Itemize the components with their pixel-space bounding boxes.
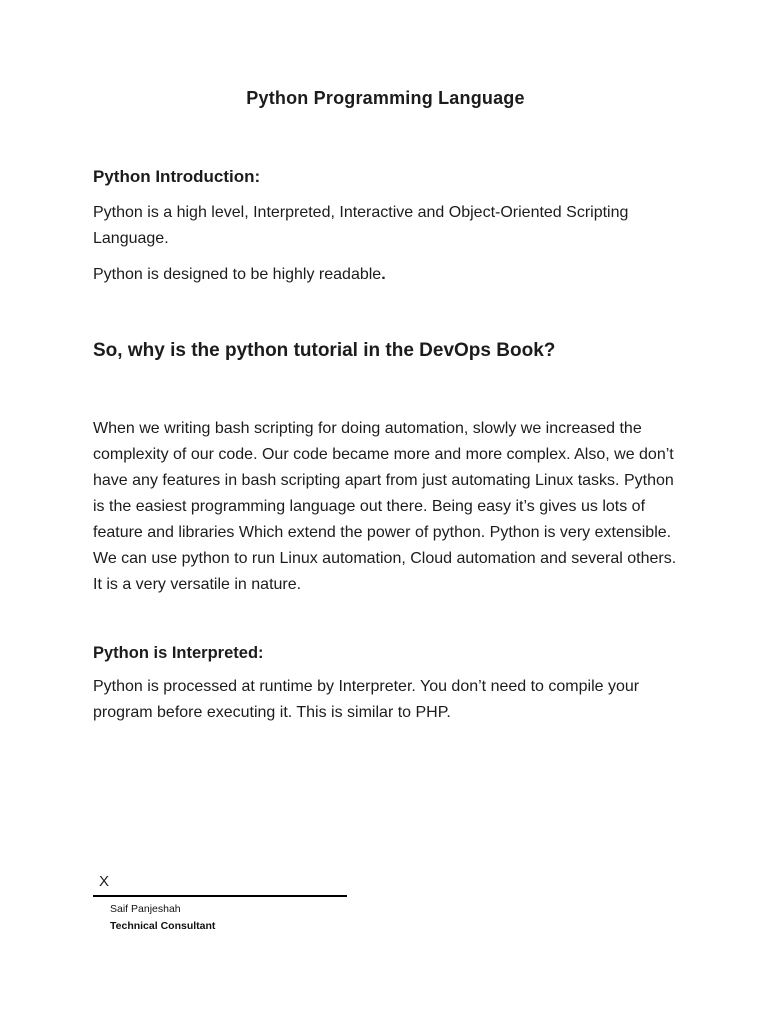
signatory-name: Saif Panjeshah [110, 903, 181, 915]
interpreted-heading: Python is Interpreted: [93, 644, 264, 662]
interpreted-paragraph: Python is processed at runtime by Interpreter. You don’t need to compile your program before executing it. This is similar to PHP. [93, 678, 640, 721]
signatory-role: Technical Consultant [110, 920, 216, 932]
intro-heading: Python Introduction: [93, 167, 261, 186]
readable-paragraph-bold-period: . [381, 266, 386, 283]
devops-paragraph: When we writing bash scripting for doing automation, slowly we increased the complexity of our code. Our code became more and more complex. Also, we don’t have any features in bash scripting apart from just automating Linux tasks. Python is the easiest programming language out there. Being easy it’s gives us lots of feature and libraries Which extend the power of python. Python is very extensible. We can use python to run Linux automation, Cloud automation and several others. It is a very versatile in nature. [93, 420, 677, 593]
signature-block [93, 872, 678, 933]
readable-paragraph-text: Python is designed to be highly readable [93, 266, 382, 283]
readable-paragraph [93, 262, 678, 288]
signature-x-mark: X [99, 873, 110, 890]
document-title: Python Programming Language [246, 88, 525, 108]
intro-paragraph: Python is a high level, Interpreted, Interactive and Object-Oriented Scripting Language. [93, 204, 629, 247]
signature-line [93, 872, 347, 897]
devops-question-heading: So, why is the python tutorial in the DevOps Book? [93, 340, 556, 361]
